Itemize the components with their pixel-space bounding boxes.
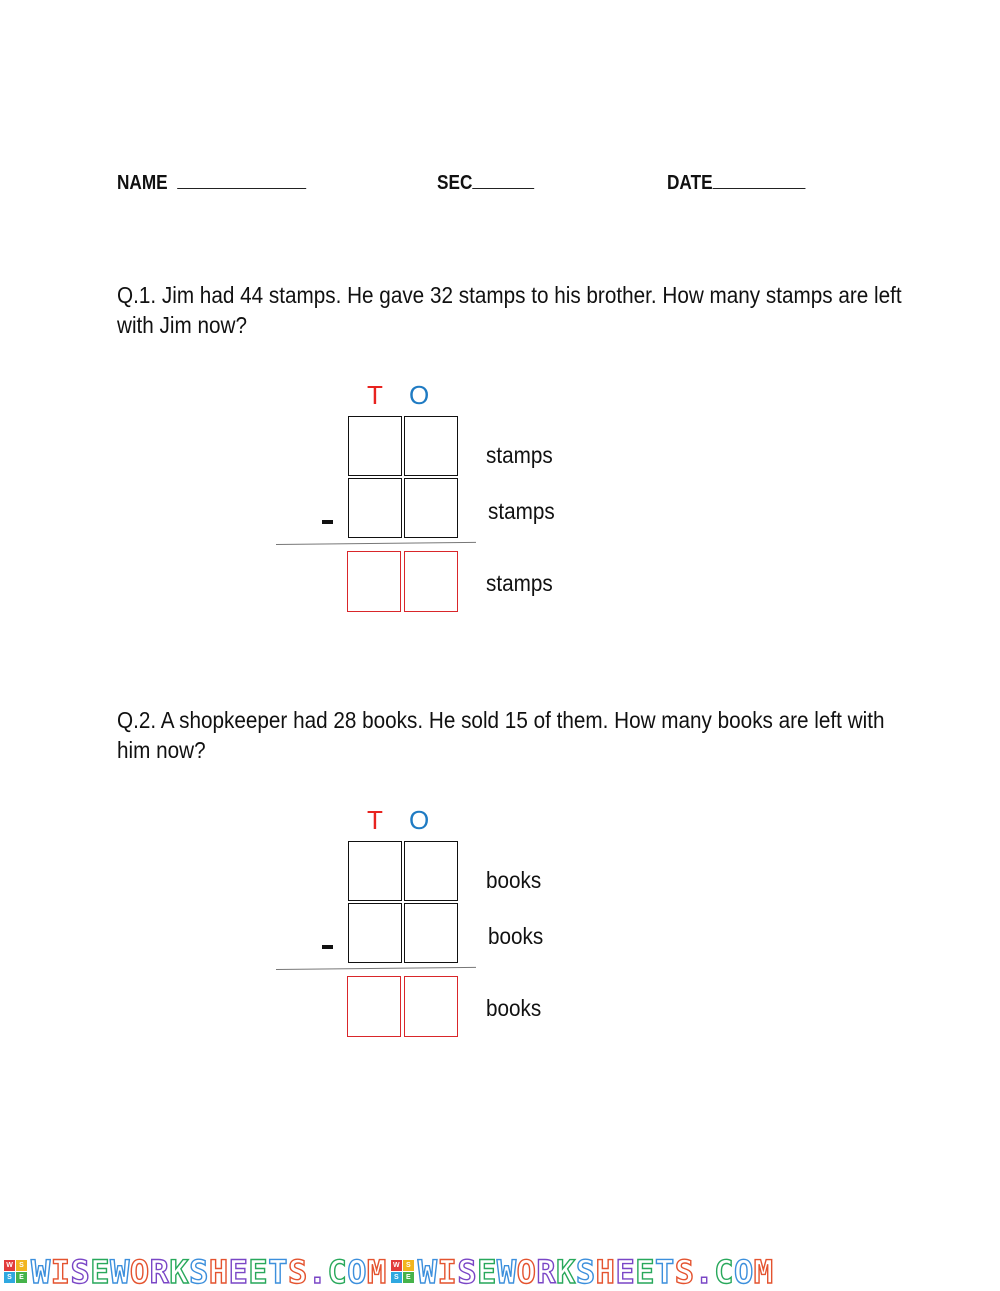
subtrahend-tens-box[interactable] — [348, 478, 402, 538]
subtrahend-unit-label: stamps — [488, 498, 555, 524]
subtrahend-unit-label: books — [488, 923, 544, 949]
minuend-tens-box[interactable] — [348, 416, 402, 476]
minuend-ones-box[interactable] — [404, 841, 458, 901]
question-1-text: Q.1. Jim had 44 stamps. He gave 32 stamps to his brother. How many stamps are left with Jim now? — [117, 282, 902, 338]
problem-1 — [0, 380, 1000, 630]
watermark-text: WISEWORKSHEETS.COM — [417, 1252, 774, 1291]
watermark-text: WISEWORKSHEETS.COM — [31, 1252, 387, 1291]
date-blank[interactable] — [713, 170, 806, 189]
problem-2 — [0, 805, 1000, 1055]
subtrahend-tens-box[interactable] — [348, 903, 402, 963]
watermark-logo-repeat — [387, 1254, 774, 1290]
watermark-footer — [0, 1252, 1000, 1291]
wiseworksheets-logo-icon: W S S E — [4, 1260, 27, 1283]
answer-unit-label: stamps — [486, 570, 553, 596]
minuend-ones-box[interactable] — [404, 416, 458, 476]
tens-column-label: T — [367, 805, 383, 835]
subtraction-line — [276, 967, 476, 970]
answer-ones-box[interactable] — [404, 976, 458, 1037]
tens-column-label: T — [367, 380, 383, 410]
subtrahend-ones-box[interactable] — [404, 478, 458, 538]
sec-field — [437, 170, 534, 195]
question-2-text: Q.2. A shopkeeper had 28 books. He sold 15 of them. How many books are left with him now? — [117, 707, 885, 763]
subtrahend-ones-box[interactable] — [404, 903, 458, 963]
ones-column-label: O — [409, 805, 430, 835]
subtraction-line — [276, 542, 476, 545]
minus-sign — [322, 520, 333, 524]
ones-column-label: O — [409, 380, 430, 410]
name-field — [117, 170, 307, 195]
watermark-logo — [0, 1254, 387, 1290]
sec-blank[interactable] — [472, 170, 534, 189]
name-blank[interactable] — [178, 170, 307, 189]
date-label: DATE — [667, 172, 713, 194]
minuend-unit-label: books — [486, 867, 542, 893]
answer-unit-label: books — [486, 995, 542, 1021]
answer-tens-box[interactable] — [347, 551, 401, 612]
sec-label: SEC — [437, 172, 473, 194]
answer-ones-box[interactable] — [404, 551, 458, 612]
minuend-tens-box[interactable] — [348, 841, 402, 901]
name-label: NAME — [117, 172, 168, 194]
answer-tens-box[interactable] — [347, 976, 401, 1037]
minus-sign — [322, 945, 333, 949]
wiseworksheets-logo-icon: W S S E — [391, 1260, 414, 1283]
date-field — [667, 170, 805, 195]
minuend-unit-label: stamps — [486, 442, 553, 468]
